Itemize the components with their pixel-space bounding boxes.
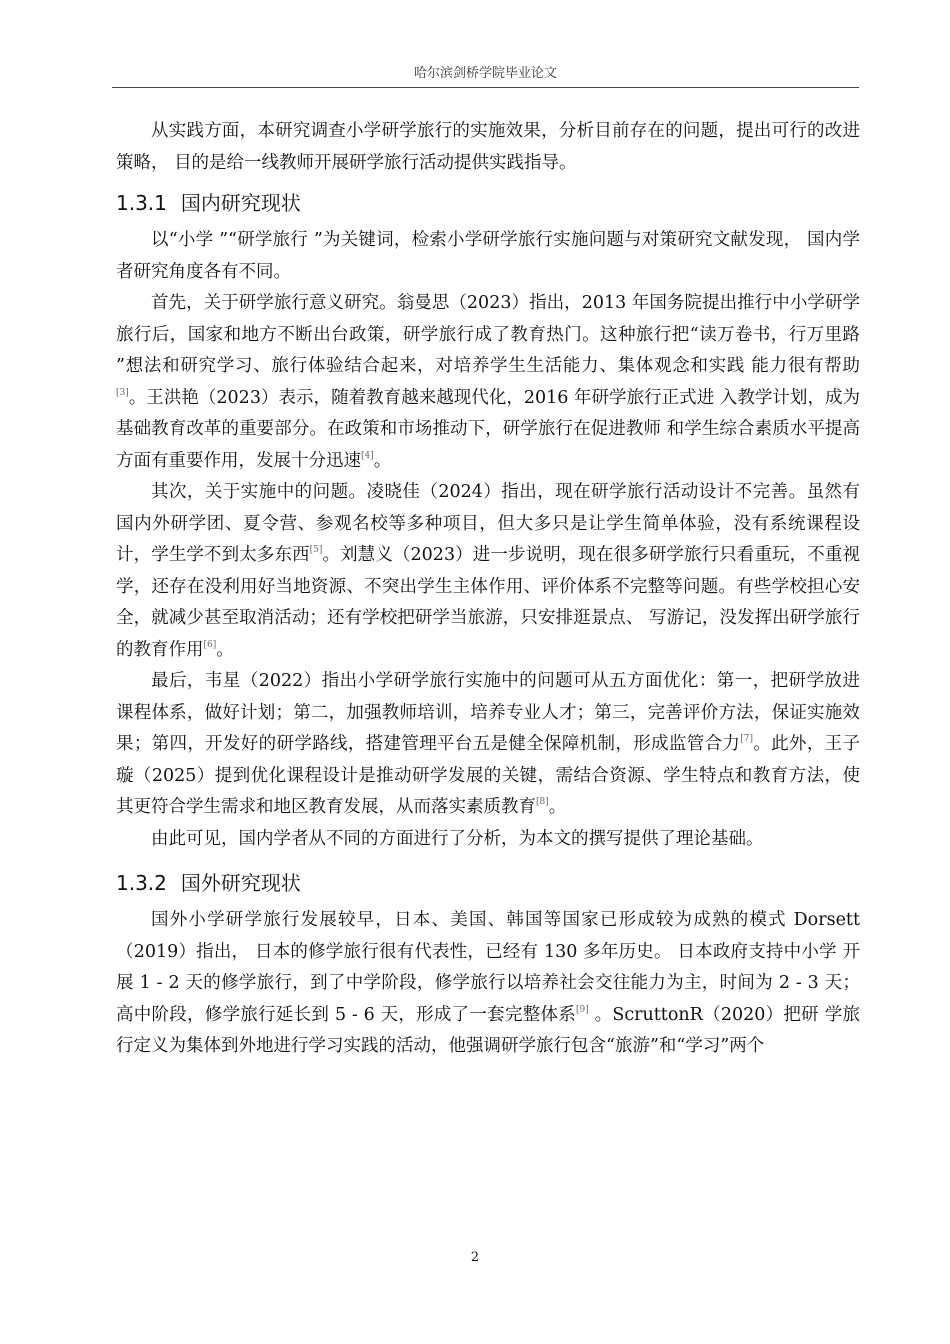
text-run: 。此外，王子璇（2025）提到优化课程设计是推动研学发展的关键，需结合资源、学生特点和教育方法，使其更符合学生需求和地区教育发展，从而落实素质教育 [116,734,861,817]
domestic-paragraph-4 [116,666,860,824]
citation-ref: [6] [203,639,217,650]
foreign-paragraph-1 [116,905,860,1063]
text-run: 。刘慧义（2023）进一步说明，现在很多研学旅行只看重玩，不重视学，还存在没利用好当地资源、不突出学生主体作用、评价体系不完整等问题。有些学校担心安全，就减少甚至取消活动；还有学校把研学当旅游，只安排逛景点、 写游记，没发挥出研学旅行的教育作用 [116,545,860,660]
running-header: 哈尔滨剑桥学院毕业论文 [413,66,557,81]
section-heading-1-3-2 [116,867,860,899]
text-run: 国外小学研学旅行发展较早，日本、美国、韩国等国家已形成较为成熟的模式 Dorsett （2019）指出， 日本的修学旅行很有代表性，已经有 130 多年历史。 日本政府支持中小学 开展 1 - 2 天的修学旅行，到了中学阶段，修学旅行以培养社会交往能力为主，时间为 2 - 3 天；高中阶段，修学旅行延长到 5 - 6 天，形成了一套完整体系 [116,910,860,1025]
domestic-paragraph-5: 由此可见，国内学者从不同的方面进行了分析，为本文的撰写提供了理论基础。 [151,828,764,849]
section-title: 国内研究现状 [180,191,301,215]
domestic-paragraph-2 [116,288,860,477]
body-content [116,116,860,1063]
text-run: 。 [216,639,234,660]
page-number: 2 [470,1250,480,1265]
text-run: 最后，韦星（2022）指出小学研学旅行实施中的问题可从五方面优化：第一，把研学放进课程体系，做好计划；第二，加强教师培训，培养专业人才；第三，完善评价方法，保证实施效果；第四，开发好的研学路线，搭建管理平台五是健全保障机制，形成监管合力 [116,671,860,754]
domestic-paragraph-3 [116,477,860,666]
text-run: 。王洪艳（2023）表示，随着教育越来越现代化，2016 年研学旅行正式进 入教学计划，成为基础教育改革的重要部分。在政策和市场推动下，研学旅行在促进教师 和学生综合素质水平提高方面有重要作用，发展十分迅速 [116,387,860,471]
citation-ref: [4] [361,450,374,461]
section-number: 1.3.1 [116,191,167,215]
text-run: 。 [548,797,567,817]
section-number: 1.3.2 [116,871,167,895]
section-title: 国外研究现状 [180,871,301,895]
citation-ref: [3] [116,387,129,398]
section-heading-1-3-1 [116,187,860,219]
intro-paragraph: 从实践方面，本研究调查小学研学旅行的实施效果，分析目前存在的问题，提出可行的改进策略， 目的是给一线教师开展研学旅行活动提供实践指导。 [116,121,860,173]
domestic-paragraph-1: 以“小学 ”“研学旅行 ”为关键词，检索小学研学旅行实施问题与对策研究文献发现， 国内学者研究角度各有不同。 [116,230,860,282]
text-run: 其次，关于实施中的问题。凌晓佳（2024）指出，现在研学旅行活动设计不完善。虽然有国内外研学团、夏令营、参观名校等多种项目，但大多只是让学生简单体验，没有系统课程设计，学生学不到太多东西 [116,482,860,565]
citation-ref: [8] [536,797,549,807]
text-run: 。ScruttonR（2020）把研 学旅行定义为集体到外地进行学习实践的活动，他强调研学旅行包含“旅游”和“学习”两个 [116,1004,860,1056]
citation-ref: [7] [740,734,753,744]
text-run: 。 [373,450,392,471]
header-divider [112,87,859,88]
citation-ref: [9] [576,1004,589,1015]
citation-ref: [5] [309,545,323,555]
text-run: 首先，关于研学旅行意义研究。翁曼思（2023）指出，2013 年国务院提出推行中小学研学旅行后，国家和地方不断出台政策，研学旅行成了教育热门。这种旅行把“读万卷书，行万里路 ”想法和研究学习、旅行体验结合起来，对培养学生生活能力、集体观念和实践 能力很有帮助 [116,293,860,376]
